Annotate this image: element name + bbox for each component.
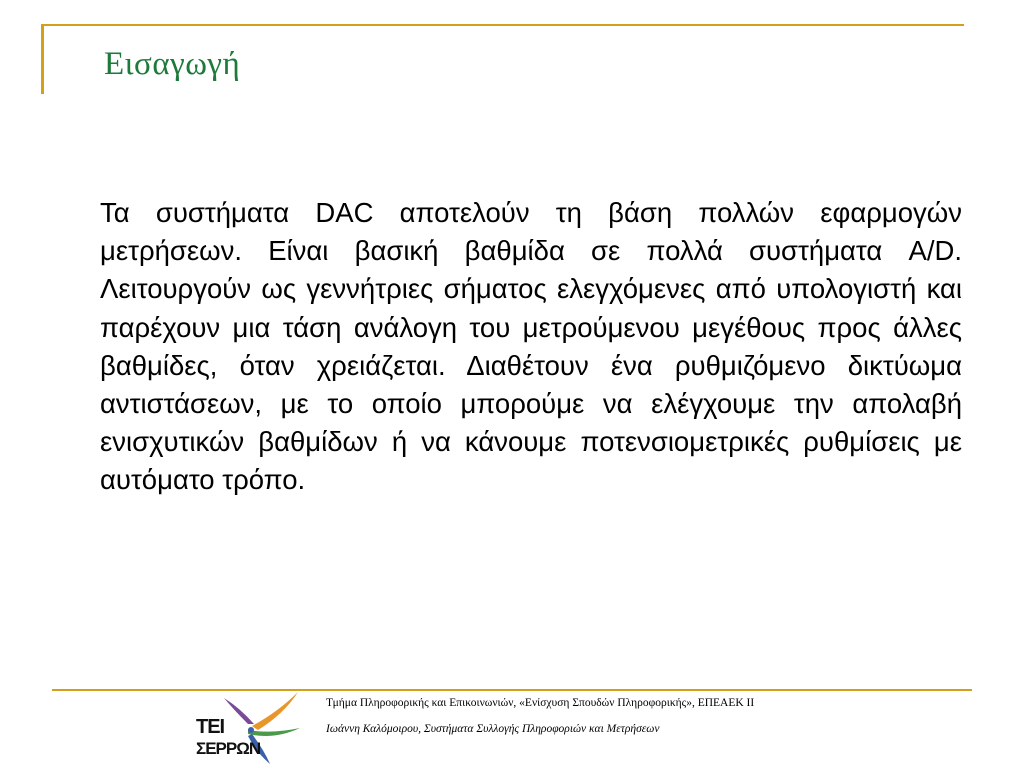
slide-body-text: Τα συστήματα DAC αποτελούν τη βάση πολλών εφαρμογών μετρήσεων. Είναι βασική βαθμίδα σε πολλά συστήματα A/D. Λειτουργούν ως γεννήτριες σήματος ελεγχόμενες από υπολογιστή και παρέχουν μια τάση ανάλογη του μετρούμενου μεγέθους προς άλλες βαθμίδες, όταν χρειάζεται. Διαθέτουν ένα ρυθμιζόμενο δικτύωμα αντιστάσεων, με το οποίο μπορούμε να ελέγχουμε την απολαβή ενισχυτικών βαθμίδων ή να κάνουμε ποτενσιομετρικές ρυθμίσεις με αυτόματο τρόπο. — [100, 197, 962, 496]
slide-title: Εισαγωγή — [104, 46, 241, 82]
footer-author-text: Ιωάννη Καλόμοιρου, Συστήματα Συλλογής Πληροφοριών και Μετρήσεων — [326, 723, 660, 735]
top-rule — [42, 24, 964, 26]
logo-star-orange — [252, 692, 298, 730]
footer-department-text: Τμήμα Πληροφορικής και Επικοινωνιών, «Ενίσχυση Σπουδών Πληροφορικής», ΕΠΕΑΕΚ ΙΙ — [326, 697, 755, 709]
logo-star-center — [248, 727, 254, 733]
logo-text-tei: ΤΕΙ — [196, 716, 225, 738]
logo-star-green — [248, 728, 300, 736]
logo-star-purple — [224, 698, 254, 724]
left-rule — [41, 24, 44, 94]
logo-text-serron: ΣΕΡΡΩΝ — [196, 739, 261, 758]
